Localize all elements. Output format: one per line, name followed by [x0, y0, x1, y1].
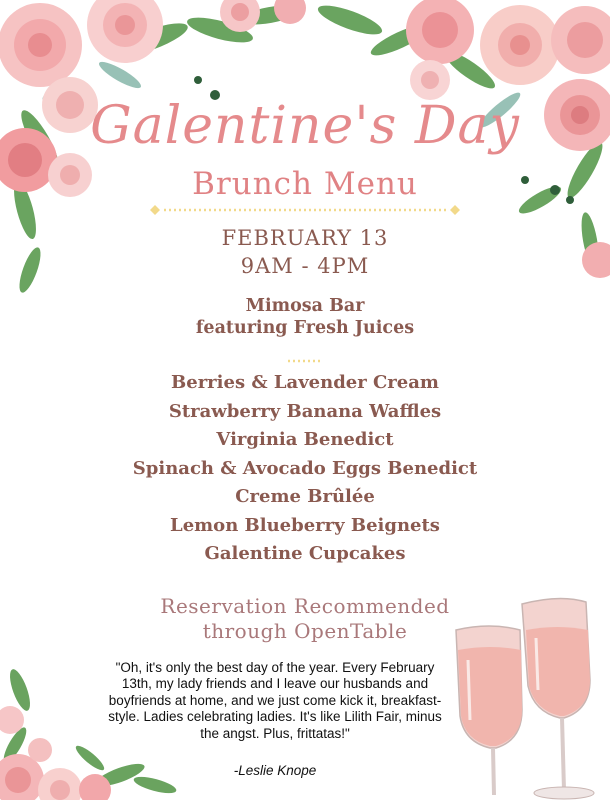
menu-item: Galentine Cupcakes	[204, 543, 406, 564]
feature-block	[0, 295, 610, 339]
menu-item: Strawberry Banana Waffles	[168, 400, 442, 422]
feature-title: Mimosa Bar	[245, 296, 365, 316]
menu-list	[0, 369, 610, 569]
leslie-knope-quote: "Oh, it's only the best day of the year. Every February 13th, my lady friends and I leave our husbands and boyfriends at home, and we just come kick it, breakfast-style. Ladies celebrating ladies. It's like Lilith Fair, minus the angst. Plus, frittatas!"	[108, 660, 442, 741]
menu-subtitle: Brunch Menu	[192, 166, 418, 202]
reservation-line-2: through OpenTable	[202, 619, 408, 643]
menu-item: Creme Brûlée	[235, 486, 375, 507]
feature-subtitle: featuring Fresh Juices	[195, 318, 415, 338]
small-dotted-divider-icon	[287, 358, 323, 364]
event-date: FEBRUARY 13	[221, 226, 389, 250]
event-hours: 9AM - 4PM	[240, 254, 370, 278]
dotted-divider-icon	[150, 204, 460, 216]
quote-attribution: -Leslie Knope	[233, 763, 317, 778]
reservation-line-1: Reservation Recommended	[160, 594, 450, 618]
menu-item: Spinach & Avocado Eggs Benedict	[132, 457, 478, 479]
menu-item: Berries & Lavender Cream	[171, 372, 439, 393]
menu-item: Virginia Benedict	[216, 429, 394, 450]
reservation-note	[60, 594, 550, 644]
script-title: Galentine's Day	[90, 96, 520, 156]
menu-item: Lemon Blueberry Beignets	[170, 514, 440, 536]
